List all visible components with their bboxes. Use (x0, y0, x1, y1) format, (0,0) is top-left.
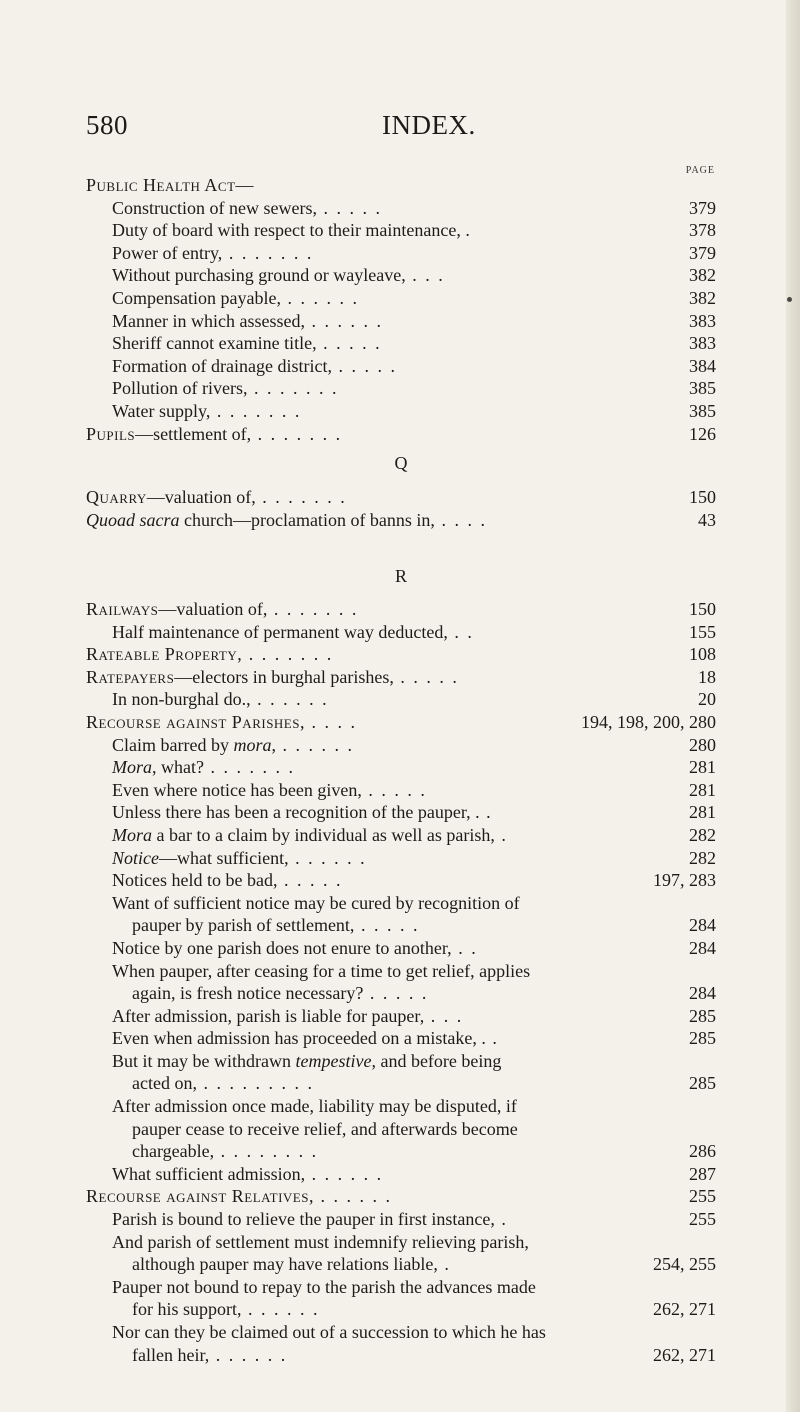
page-reference: 287 (689, 1163, 716, 1184)
entry-text: again, is fresh notice necessary? (132, 983, 364, 1004)
leader-dots: . . . (405, 265, 445, 286)
index-entry (86, 756, 716, 779)
leader-dots: . . . (424, 1005, 464, 1026)
index-entry (86, 1050, 716, 1073)
ink-spot (787, 297, 792, 302)
index-entry (86, 1118, 716, 1141)
entry-text: And parish of settlement must indemnify relieving parish, (112, 1231, 529, 1252)
page-reference: 285 (689, 1028, 716, 1049)
page-reference: 384 (689, 355, 716, 376)
entry-text: pauper by parish of settlement, (132, 915, 355, 936)
leader-dots: . . . . . (354, 915, 420, 936)
leader-dots: . (479, 802, 493, 823)
leader-dots: . . . . . . . (210, 400, 302, 421)
page-reference: 18 (698, 666, 716, 687)
entry-text: Construction of new sewers, (112, 197, 317, 218)
leader-dots: . . (447, 621, 474, 642)
index-entry (86, 400, 716, 423)
leader-dots: . (485, 1028, 499, 1049)
entry-text: Parish is bound to relieve the pauper in first instance, (112, 1209, 495, 1230)
index-entry (86, 1208, 716, 1231)
index-entry (86, 824, 716, 847)
page-title: INDEX. (382, 110, 476, 140)
leader-dots: . . . . . . (288, 847, 367, 868)
leader-dots: . . . . . . . (222, 242, 314, 263)
index-entry (86, 688, 716, 711)
entry-text: —what sufficient, (159, 847, 289, 868)
entry-text: chargeable, (132, 1141, 215, 1162)
index-entry (86, 869, 716, 892)
index-entry (86, 1298, 716, 1321)
page-reference: 382 (689, 265, 716, 286)
leader-dots: . . . . . . (280, 287, 359, 308)
entry-text: church—proclamation of banns in, (179, 509, 435, 530)
entry-text: a bar to a claim by individual as well as parish, (152, 824, 495, 845)
entry-text: tempestive (295, 1050, 372, 1071)
entry-text: Compensation payable, (112, 287, 281, 308)
leader-dots: . . . . . . (250, 689, 329, 710)
index-section-r (86, 598, 716, 1366)
index-entry (86, 509, 716, 532)
entry-text: Notice (112, 847, 159, 868)
index-entry (86, 332, 716, 355)
page-reference: 254, 255 (653, 1254, 716, 1275)
page-reference: 285 (689, 1073, 716, 1094)
entry-text: —valuation of, (158, 599, 268, 619)
leader-dots: . . . . . (361, 779, 427, 800)
entry-text: Want of sufficient notice may be cured by recognition of (112, 892, 520, 913)
index-entry (86, 621, 716, 644)
page-reference: 155 (689, 621, 716, 642)
index-entry (86, 355, 716, 378)
leader-dots: . (437, 1254, 451, 1275)
leader-dots: . . (451, 937, 478, 958)
entry-text: When pauper, after ceasing for a time to get relief, applies (112, 960, 531, 981)
index-entry (86, 1276, 716, 1299)
index-entry (86, 801, 716, 824)
leader-dots: . . . . . (331, 355, 397, 376)
page-reference: 284 (689, 983, 716, 1004)
entry-text: Unless there has been a recognition of the pauper, . (112, 802, 480, 823)
leader-dots: . . . . . . . (267, 599, 359, 619)
page-reference: 284 (689, 915, 716, 936)
entry-text: , (271, 734, 276, 755)
leader-dots: . . . . . . . . . (196, 1073, 314, 1094)
index-entry (86, 847, 716, 870)
entry-text: After admission once made, liability may be disputed, if (112, 1096, 517, 1117)
index-entry (86, 1163, 716, 1186)
entry-text: Rateable Property, (86, 644, 243, 665)
index-entry (86, 1253, 716, 1276)
entry-text: Nor can they be claimed out of a succession to which he has (112, 1322, 546, 1342)
index-entry (86, 914, 716, 937)
entry-text: Pauper not bound to repay to the parish the advances made (112, 1276, 536, 1297)
entry-text: Mora (112, 757, 152, 778)
index-section-q (86, 486, 716, 531)
index-entry (86, 711, 716, 734)
entry-text: What sufficient admission, (112, 1163, 306, 1184)
index-entry (86, 982, 716, 1005)
entry-text: In non-burghal do., (112, 689, 251, 710)
page-reference: 197, 283 (653, 870, 716, 891)
entry-text: Mora (112, 824, 152, 845)
entry-text: But it may be withdrawn (112, 1050, 296, 1071)
entry-text: —electors in burghal parishes, (174, 666, 394, 687)
index-entry (86, 1231, 716, 1254)
entry-text: Half maintenance of permanent way deducted, (112, 621, 448, 642)
page-reference: 108 (689, 644, 716, 665)
page-reference: 20 (698, 689, 716, 710)
leader-dots: . . . . . . (241, 1299, 320, 1320)
entry-text: Quoad sacra (86, 509, 180, 530)
index-entry (86, 960, 716, 983)
leader-dots: . (494, 824, 508, 845)
entry-text: , and before being (371, 1050, 502, 1071)
entry-text: Pollution of rivers, (112, 378, 248, 399)
page-reference: 150 (689, 487, 716, 507)
index-entry (86, 1344, 716, 1367)
entry-text: Notices held to be bad, (112, 870, 278, 891)
entry-text: fallen heir, (132, 1344, 210, 1365)
entry-text: Even when admission has proceeded on a mistake, . (112, 1028, 486, 1049)
section-letter-q: Q (394, 453, 408, 473)
index-entry (86, 598, 716, 621)
index-entry (86, 174, 716, 197)
page-reference: 383 (689, 333, 716, 354)
entry-text: —valuation of, (146, 487, 256, 507)
entry-text: —settlement of, (135, 423, 252, 444)
index-entry (86, 1072, 716, 1095)
page-reference: 43 (698, 509, 716, 530)
leader-dots: . . . . . . . (255, 487, 347, 507)
index-entry (86, 1321, 716, 1344)
entry-text: Power of entry, (112, 242, 223, 263)
page-reference: 385 (689, 378, 716, 399)
leader-dots: . . . . . . (313, 1186, 392, 1207)
page-reference: 282 (689, 847, 716, 868)
entry-text: mora (233, 734, 272, 755)
page-reference: 379 (689, 242, 716, 263)
page-reference: 126 (689, 423, 716, 444)
entry-text: Ratepayers (86, 666, 175, 687)
leader-dots: . . . . . (316, 333, 382, 354)
entry-text: acted on, (132, 1073, 197, 1094)
index-entry (86, 779, 716, 802)
leader-dots: . . . . . (277, 870, 343, 891)
entry-text: , what? (152, 757, 204, 778)
leader-dots: . . . . (304, 711, 357, 732)
entry-text: Notice by one parish does not enure to another, (112, 937, 452, 958)
page-reference: 255 (689, 1186, 716, 1207)
entry-text: for his support, (132, 1299, 242, 1320)
index-entry (86, 310, 716, 333)
page-reference: 150 (689, 599, 716, 619)
leader-dots: . . . . . . (275, 734, 354, 755)
entry-text: Claim barred by (112, 734, 234, 755)
page-column-label: PAGE (685, 165, 715, 176)
page-reference: 281 (689, 757, 716, 778)
leader-dots: . . . . . (393, 666, 459, 687)
index-entry (86, 1140, 716, 1163)
entry-text: Recourse against Parishes, (86, 711, 305, 732)
leader-dots: . . . . (434, 509, 487, 530)
index-entry (86, 1027, 716, 1050)
index-entry (86, 1095, 716, 1118)
leader-dots: . . . . . . (305, 1163, 384, 1184)
index-entry (86, 197, 716, 220)
leader-dots: . . . . . (363, 983, 429, 1004)
page-reference: 280 (689, 734, 716, 755)
entry-text: Even where notice has been given, (112, 779, 362, 800)
leader-dots: . . . . . . . (242, 644, 334, 665)
leader-dots: . . . . . . (209, 1344, 288, 1365)
leader-dots: . . . . . . . (251, 423, 343, 444)
index-entry (86, 1185, 716, 1208)
index-section-p (86, 174, 716, 445)
index-entry (86, 242, 716, 265)
index-entry (86, 219, 716, 242)
entry-text: Pupils (86, 423, 136, 444)
page-reference: 286 (689, 1141, 716, 1162)
leader-dots: . . . . . . . (203, 757, 295, 778)
page-header (86, 110, 686, 150)
page-reference: 379 (689, 197, 716, 218)
page-reference: 255 (689, 1209, 716, 1230)
index-entry (86, 287, 716, 310)
page-reference: 383 (689, 310, 716, 331)
index-entry (86, 423, 716, 446)
index-entry (86, 666, 716, 689)
page-reference: 282 (689, 824, 716, 845)
page-reference: 385 (689, 400, 716, 421)
entry-text: After admission, parish is liable for pauper, (112, 1005, 425, 1026)
entry-text: Without purchasing ground or wayleave, (112, 265, 406, 286)
page-edge (786, 0, 800, 1412)
page-reference: 382 (689, 287, 716, 308)
page-reference: 281 (689, 802, 716, 823)
index-entry (86, 937, 716, 960)
entry-text: Water supply, (112, 400, 211, 421)
index-entry (86, 377, 716, 400)
entry-text: pauper cease to receive relief, and afterwards become (132, 1118, 518, 1139)
page-reference: 285 (689, 1005, 716, 1026)
leader-dots: . (494, 1209, 508, 1230)
page-reference: 284 (689, 937, 716, 958)
entry-text: Sheriff cannot examine title, (112, 333, 317, 354)
index-entry (86, 1005, 716, 1028)
entry-text: Formation of drainage district, (112, 355, 332, 376)
entry-text: Railways (86, 599, 159, 619)
page-reference: 281 (689, 779, 716, 800)
leader-dots: . . . . . . . . (214, 1141, 319, 1162)
page-reference: 262, 271 (653, 1299, 716, 1320)
entry-text: Recourse against Relatives, (86, 1186, 314, 1207)
page-reference: 378 (689, 220, 716, 241)
page-reference: 262, 271 (653, 1344, 716, 1365)
index-entry (86, 734, 716, 757)
entry-text: although pauper may have relations liable, (132, 1254, 438, 1275)
leader-dots: . . . . . (316, 197, 382, 218)
section-letter-r: R (394, 566, 407, 586)
page-number: 580 (86, 110, 128, 140)
index-entry (86, 264, 716, 287)
leader-dots: . . . . . . (304, 310, 383, 331)
index-entry (86, 486, 716, 509)
leader-dots: . . . . . . . (247, 378, 339, 399)
index-entry (86, 892, 716, 915)
page-reference: 194, 198, 200, 280 (581, 711, 716, 732)
entry-text: Manner in which assessed, (112, 310, 305, 331)
entry-text: Public Health Act— (86, 175, 255, 195)
index-entry (86, 643, 716, 666)
entry-text: Duty of board with respect to their maintenance, . (112, 220, 470, 241)
entry-text: Quarry (86, 487, 147, 507)
